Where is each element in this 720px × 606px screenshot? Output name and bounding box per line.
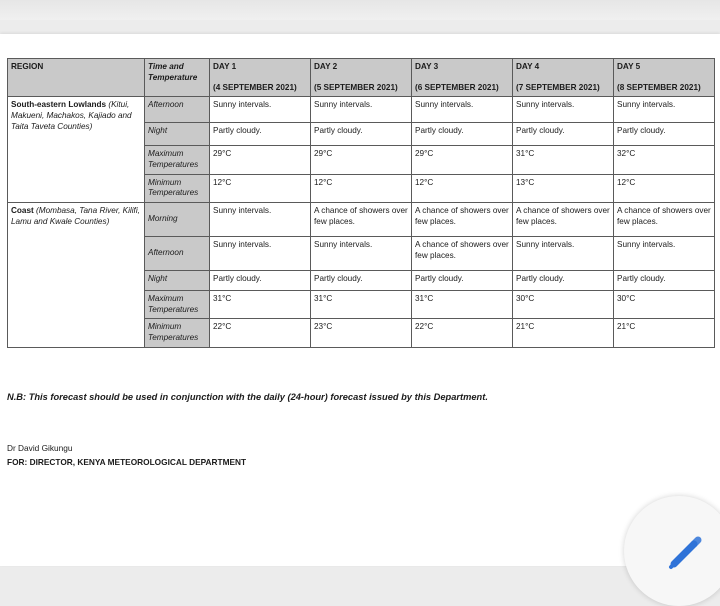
forecast-value-cell: A chance of showers over few places.	[513, 202, 614, 236]
day-column-header	[412, 59, 513, 97]
forecast-value-cell: 29°C	[210, 146, 311, 174]
day-date: (7 SEPTEMBER 2021)	[516, 82, 600, 92]
time-column-header: Time and Temperature	[145, 59, 210, 97]
forecast-value-cell: A chance of showers over few places.	[412, 202, 513, 236]
forecast-value-cell: Partly cloudy.	[412, 123, 513, 146]
forecast-value-cell: 21°C	[513, 319, 614, 347]
region-name: Coast	[11, 205, 34, 215]
forecast-value-cell: Sunny intervals.	[513, 236, 614, 270]
top-band	[0, 0, 720, 20]
day-date: (8 SEPTEMBER 2021)	[617, 82, 701, 92]
pencil-icon	[668, 534, 704, 570]
day-column-header	[614, 59, 715, 97]
forecast-value-cell: 29°C	[412, 146, 513, 174]
forecast-value-cell: 29°C	[311, 146, 412, 174]
forecast-value-cell: A chance of showers over few places.	[412, 236, 513, 270]
forecast-value-cell: 31°C	[513, 146, 614, 174]
forecast-value-cell: A chance of showers over few places.	[311, 202, 412, 236]
forecast-value-cell: 22°C	[210, 319, 311, 347]
forecast-value-cell: Sunny intervals.	[210, 236, 311, 270]
region-counties: (Mombasa, Tana River, Kilifi, Lamu and Kwale Counties)	[11, 205, 140, 226]
forecast-value-cell: 12°C	[412, 174, 513, 202]
forecast-value-cell: Partly cloudy.	[311, 270, 412, 290]
time-period-cell: Morning	[145, 202, 210, 236]
day-date: (5 SEPTEMBER 2021)	[314, 82, 398, 92]
time-period-cell: Maximum Temperatures	[145, 146, 210, 174]
forecast-value-cell: 30°C	[513, 290, 614, 318]
forecast-value-cell: 30°C	[614, 290, 715, 318]
region-counties: (Kitui, Makueni, Machakos, Kajiado and Taita Taveta Counties)	[11, 100, 132, 131]
forecast-value-cell: 12°C	[311, 174, 412, 202]
forecast-value-cell: Sunny intervals.	[614, 97, 715, 123]
forecast-value-cell: Partly cloudy.	[614, 270, 715, 290]
time-period-cell: Afternoon	[145, 97, 210, 123]
forecast-value-cell: Partly cloudy.	[210, 270, 311, 290]
day-label: DAY 4	[516, 62, 540, 71]
region-column-header: REGION	[8, 59, 145, 97]
forecast-value-cell: Sunny intervals.	[311, 97, 412, 123]
day-label: DAY 5	[617, 62, 641, 71]
signatory-role: FOR: DIRECTOR, KENYA METEOROLOGICAL DEPARTMENT	[7, 457, 247, 467]
region-cell	[8, 97, 145, 203]
edit-button[interactable]	[624, 496, 720, 606]
signatory-name: Dr David Gikungu	[7, 443, 73, 453]
day-date: (4 SEPTEMBER 2021)	[213, 82, 297, 92]
forecast-value-cell: 22°C	[412, 319, 513, 347]
forecast-value-cell: 13°C	[513, 174, 614, 202]
time-period-cell: Minimum Temperatures	[145, 174, 210, 202]
forecast-value-cell: Sunny intervals.	[210, 97, 311, 123]
time-period-cell: Minimum Temperatures	[145, 319, 210, 347]
forecast-value-cell: Partly cloudy.	[614, 123, 715, 146]
forecast-value-cell: Sunny intervals.	[412, 97, 513, 123]
forecast-value-cell: 31°C	[412, 290, 513, 318]
forecast-value-cell: 12°C	[614, 174, 715, 202]
region-name: South-eastern Lowlands	[11, 100, 107, 110]
table-row	[8, 97, 715, 123]
forecast-value-cell: 31°C	[311, 290, 412, 318]
forecast-value-cell: 12°C	[210, 174, 311, 202]
forecast-value-cell: Sunny intervals.	[513, 97, 614, 123]
table-row	[8, 202, 715, 236]
table-header-row	[8, 59, 715, 97]
time-period-cell: Night	[145, 123, 210, 146]
day-label: DAY 2	[314, 62, 338, 71]
forecast-value-cell: 21°C	[614, 319, 715, 347]
time-period-cell: Maximum Temperatures	[145, 290, 210, 318]
forecast-note: N.B: This forecast should be used in conjunction with the daily (24-hour) forecast issued by this Department.	[7, 392, 488, 402]
forecast-value-cell: Partly cloudy.	[311, 123, 412, 146]
forecast-value-cell: Partly cloudy.	[210, 123, 311, 146]
forecast-value-cell: Partly cloudy.	[412, 270, 513, 290]
forecast-value-cell: 31°C	[210, 290, 311, 318]
day-column-header	[311, 59, 412, 97]
day-date: (6 SEPTEMBER 2021)	[415, 82, 499, 92]
day-column-header	[210, 59, 311, 97]
forecast-value-cell: A chance of showers over few places.	[614, 202, 715, 236]
day-column-header	[513, 59, 614, 97]
time-period-cell: Afternoon	[145, 236, 210, 270]
forecast-value-cell: Sunny intervals.	[311, 236, 412, 270]
forecast-value-cell: Partly cloudy.	[513, 270, 614, 290]
forecast-value-cell: 23°C	[311, 319, 412, 347]
time-period-cell: Night	[145, 270, 210, 290]
day-label: DAY 1	[213, 62, 237, 71]
forecast-value-cell: Sunny intervals.	[614, 236, 715, 270]
forecast-value-cell: Partly cloudy.	[513, 123, 614, 146]
forecast-value-cell: 32°C	[614, 146, 715, 174]
day-label: DAY 3	[415, 62, 439, 71]
region-cell	[8, 202, 145, 347]
forecast-value-cell: Sunny intervals.	[210, 202, 311, 236]
forecast-table	[7, 58, 715, 348]
